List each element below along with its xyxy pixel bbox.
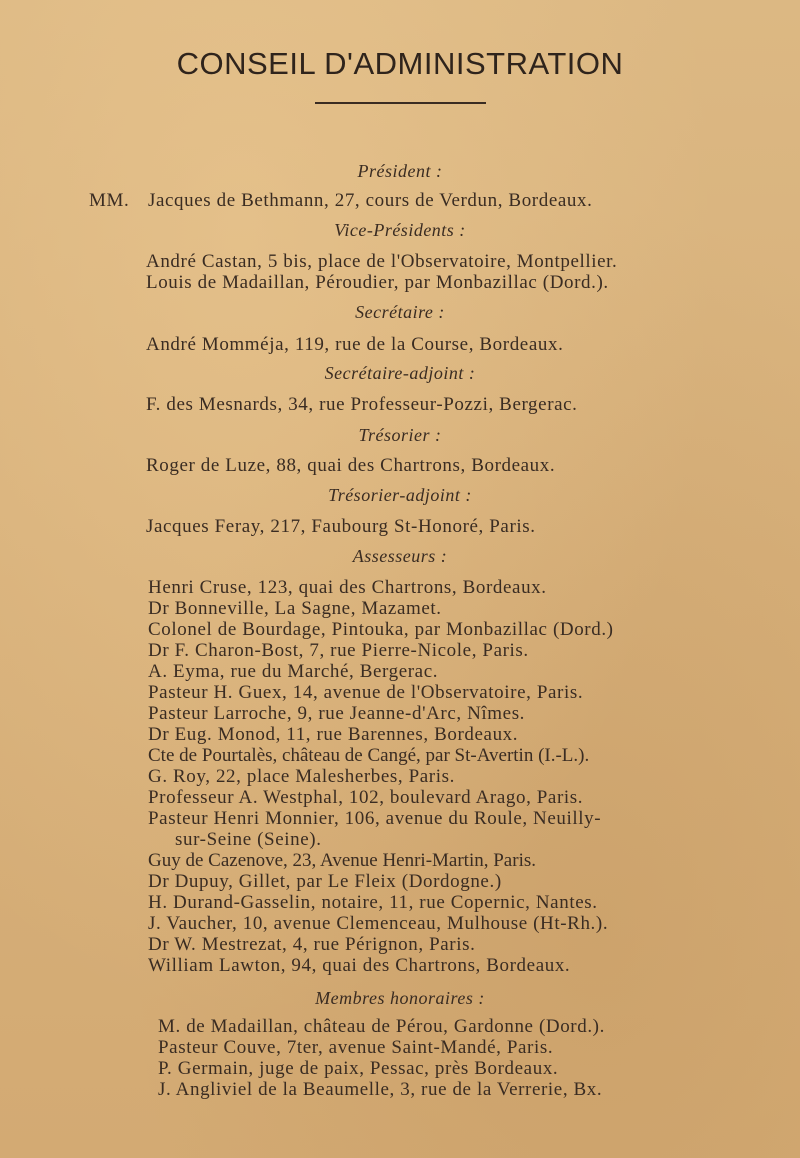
section-heading-treasurer: Trésorier : [358,425,442,445]
section-heading-president: Président : [357,161,443,181]
entry-honorary-member: J. Angliviel de la Beaumelle, 3, rue de la Verrerie, Bx. [158,1079,603,1100]
entry-vice-president: Louis de Madaillan, Péroudier, par Monbazillac (Dord.). [146,272,609,293]
section-heading-assessors: Assesseurs : [352,546,448,566]
entry-assessor: Cte de Pourtalès, château de Cangé, par St-Avertin (I.-L.). [148,745,590,766]
entry-assessor: Colonel de Bourdage, Pintouka, par Monbazillac (Dord.) [148,619,614,640]
entry-assessor: G. Roy, 22, place Malesherbes, Paris. [148,766,455,787]
section-heading-deputy-treasurer: Trésorier-adjoint : [328,485,472,505]
entry-assessor: Dr Dupuy, Gillet, par Le Fleix (Dordogne.) [148,871,502,892]
entry-assessor: Dr F. Charon-Bost, 7, rue Pierre-Nicole, Paris. [148,640,529,661]
entry-honorary-member: Pasteur Couve, 7ter, avenue Saint-Mandé, Paris. [158,1037,554,1058]
section-heading-honorary-members: Membres honoraires : [315,988,485,1008]
entry-president: Jacques de Bethmann, 27, cours de Verdun, Bordeaux. [148,190,593,211]
section-heading-deputy-secretary: Secrétaire-adjoint : [324,363,476,383]
entry-assessor: Pasteur Henri Monnier, 106, avenue du Roule, Neuilly- [148,808,602,829]
entry-assessor: A. Eyma, rue du Marché, Bergerac. [148,661,439,682]
entry-secretary: André Momméja, 119, rue de la Course, Bordeaux. [146,334,564,355]
entry-honorary-member: M. de Madaillan, château de Pérou, Gardonne (Dord.). [158,1016,605,1037]
entry-vice-president: André Castan, 5 bis, place de l'Observatoire, Montpellier. [146,251,618,272]
entry-assessor: Dr W. Mestrezat, 4, rue Pérignon, Paris. [148,934,476,955]
entry-deputy-secretary: F. des Mesnards, 34, rue Professeur-Pozzi, Bergerac. [146,394,578,415]
section-heading-vice-presidents: Vice-Présidents : [334,220,466,240]
mm-label: MM. [89,190,130,211]
title-underline [315,102,486,104]
entry-assessor: Dr Eug. Monod, 11, rue Barennes, Bordeaux. [148,724,519,745]
entry-assessor: H. Durand-Gasselin, notaire, 11, rue Copernic, Nantes. [148,892,598,913]
entry-assessor-continuation: sur-Seine (Seine). [175,829,322,850]
entry-assessor: J. Vaucher, 10, avenue Clemenceau, Mulhouse (Ht-Rh.). [148,913,609,934]
section-heading-secretary: Secrétaire : [355,302,445,322]
entry-assessor: Henri Cruse, 123, quai des Chartrons, Bordeaux. [148,577,547,598]
entry-assessor: William Lawton, 94, quai des Chartrons, Bordeaux. [148,955,571,976]
entry-assessor: Guy de Cazenove, 23, Avenue Henri-Martin, Paris. [148,850,536,871]
entry-assessor: Pasteur H. Guex, 14, avenue de l'Observatoire, Paris. [148,682,584,703]
entry-assessor: Pasteur Larroche, 9, rue Jeanne-d'Arc, Nîmes. [148,703,526,724]
entry-treasurer: Roger de Luze, 88, quai des Chartrons, Bordeaux. [146,455,556,476]
page-title: CONSEIL D'ADMINISTRATION [176,46,624,81]
entry-honorary-member: P. Germain, juge de paix, Pessac, près Bordeaux. [158,1058,559,1079]
entry-assessor: Professeur A. Westphal, 102, boulevard Arago, Paris. [148,787,584,808]
entry-assessor: Dr Bonneville, La Sagne, Mazamet. [148,598,442,619]
entry-deputy-treasurer: Jacques Feray, 217, Faubourg St-Honoré, Paris. [146,516,536,537]
